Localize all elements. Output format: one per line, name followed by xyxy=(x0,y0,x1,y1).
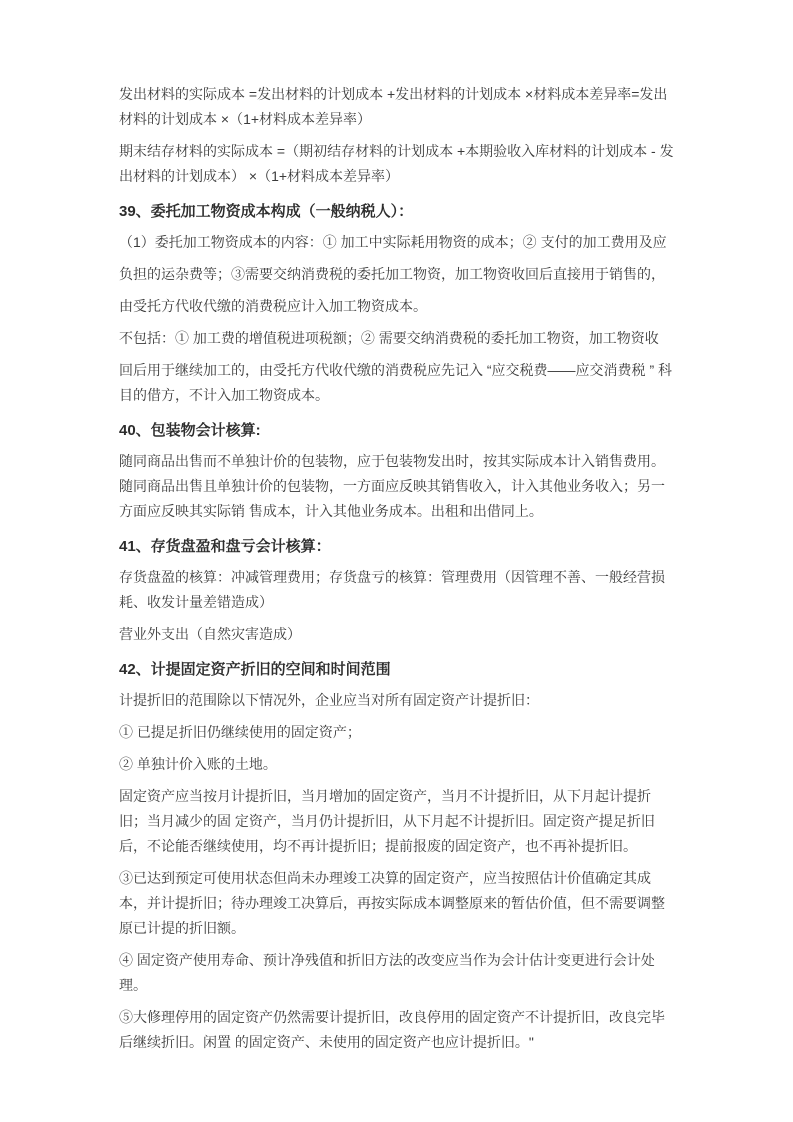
paragraph: ② 单独计价入账的土地。 xyxy=(119,756,277,772)
paragraph: 不包括：① 加工费的增值税进项税额；② 需要交纳消费税的委托加工物资，加工物资收 xyxy=(119,330,659,346)
section-heading: 39、委托加工物资成本构成（一般纳税人）： xyxy=(119,203,414,220)
paragraph: 营业外支出（自然灾害造成） xyxy=(119,626,301,642)
paragraph: 固定资产应当按月计提折旧，当月增加的固定资产，当月不计提折旧，从下月起计提折旧；当月减少的固 定资产，当月仍计提折旧，从下月起不计提折旧。固定资产提足折旧后，不论能否继续使用，均不再计提折旧；提前报废的固定资产，也不再补提折旧。 xyxy=(119,788,655,854)
paragraph: 回后用于继续加工的，由受托方代收代缴的消费税应先记入 “应交税费——应交消费税 ” 科目的借方，不计入加工物资成本。 xyxy=(119,362,672,403)
paragraph: 发出材料的实际成本 =发出材料的计划成本 +发出材料的计划成本 ×材料成本差异率=发出材料的计划成本 ×（1+材料成本差异率） xyxy=(119,86,668,127)
paragraph: ① 已提足折旧仍继续使用的固定资产； xyxy=(119,724,361,740)
section-heading: 41、存货盘盈和盘亏会计核算： xyxy=(119,538,331,555)
paragraph: ④ 固定资产使用寿命、预计净残值和折旧方法的改变应当作为会计估计变更进行会计处理。 xyxy=(119,952,655,993)
paragraph: 期末结存材料的实际成本 =（期初结存材料的计划成本 +本期验收入库材料的计划成本 - 发出材料的计划成本） ×（1+材料成本差异率） xyxy=(119,143,674,184)
section-heading: 40、包装物会计核算: xyxy=(119,422,261,439)
paragraph: 计提折旧的范围除以下情况外，企业应当对所有固定资产计提折旧： xyxy=(119,692,539,708)
paragraph: 随同商品出售而不单独计价的包装物，应于包装物发出时，按其实际成本计入销售费用。随同商品出售且单独计价的包装物，一方面应反映其销售收入，计入其他业务收入；另一方面应反映其实际销 售成本，计入其他业务成本。出租和出借同上。 xyxy=(119,453,665,519)
paragraph: 存货盘盈的核算：冲减管理费用；存货盘亏的核算：管理费用（因管理不善、一般经营损耗、收发计量差错造成） xyxy=(119,569,665,610)
paragraph: ③已达到预定可使用状态但尚未办理竣工决算的固定资产，应当按照估计价值确定其成本，并计提折旧；待办理竣工决算后，再按实际成本调整原来的暂估价值，但不需要调整原已计提的折旧额。 xyxy=(119,870,665,936)
section-heading: 42、计提固定资产折旧的空间和时间范围 xyxy=(119,661,391,678)
document-body xyxy=(119,82,677,1062)
paragraph: （1）委托加工物资成本的内容：① 加工中实际耗用物资的成本；② 支付的加工费用及应 xyxy=(119,234,667,250)
paragraph: 由受托方代收代缴的消费税应计入加工物资成本。 xyxy=(119,298,427,314)
paragraph: 负担的运杂费等；③需要交纳消费税的委托加工物资，加工物资收回后直接用于销售的， xyxy=(119,266,665,282)
paragraph: ⑤大修理停用的固定资产仍然需要计提折旧，改良停用的固定资产不计提折旧，改良完毕后继续折旧。闲置 的固定资产、未使用的固定资产也应计提折旧。" xyxy=(119,1009,665,1050)
